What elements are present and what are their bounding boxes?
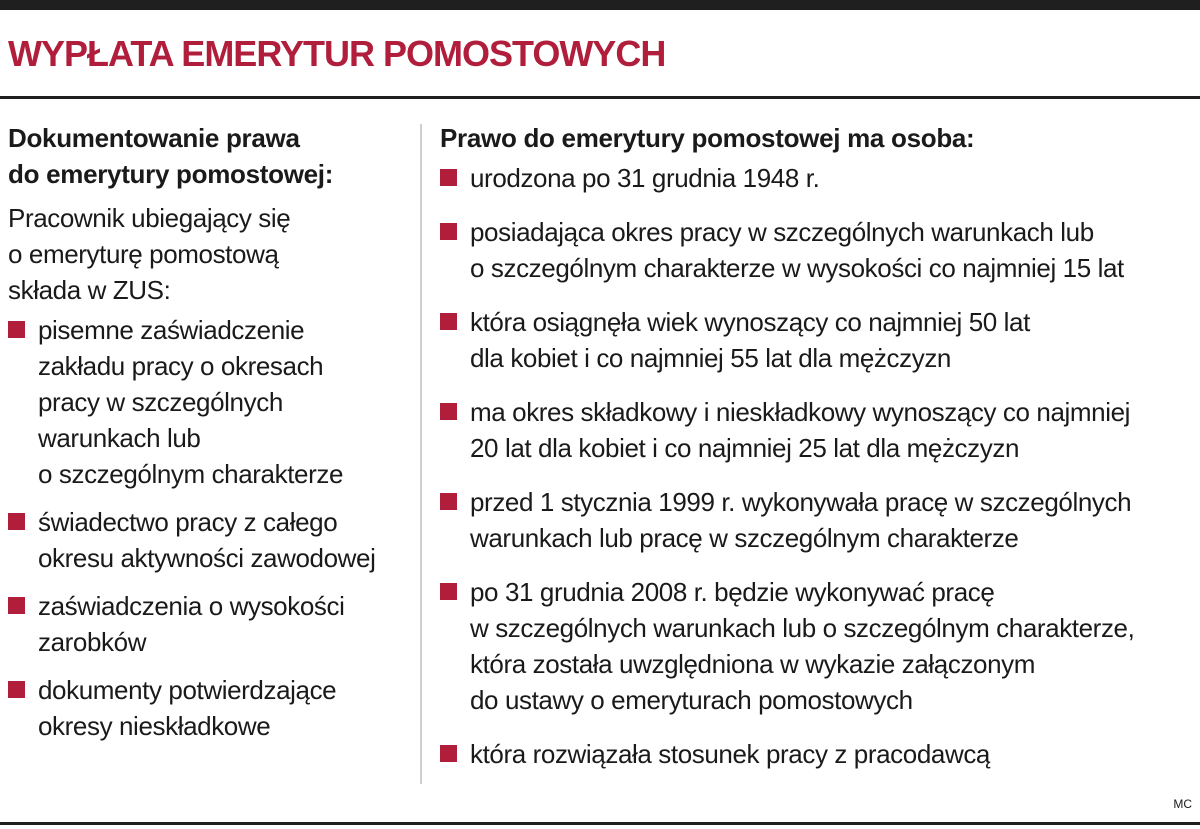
document-item xyxy=(8,672,418,744)
infographic-title: WYPŁATA EMERYTUR POMOSTOWYCH xyxy=(8,33,666,74)
square-bullet-icon xyxy=(440,403,457,420)
document-item-text: dokumenty potwierdzające okresy nieskładkowe xyxy=(38,675,337,741)
documentation-intro: Pracownik ubiegający się o emeryturę pomostową składa w ZUS: xyxy=(8,203,291,305)
column-divider xyxy=(420,124,422,784)
eligibility-item-text: przed 1 stycznia 1999 r. wykonywała pracę w szczególnych warunkach lub pracę w szczególnym charakterze xyxy=(470,487,1132,553)
eligibility-item-text: po 31 grudnia 2008 r. będzie wykonywać pracę w szczególnych warunkach lub o szczególnym charakterze, która została uwzględniona w wykazie załączonym do ustawy o emeryturach pomostowych xyxy=(470,577,1135,715)
eligibility-column xyxy=(440,120,1200,790)
documents-list xyxy=(8,312,418,744)
eligibility-item-text: ma okres składkowy i nieskładkowy wynoszący co najmniej 20 lat dla kobiet i co najmniej 25 lat dla mężczyzn xyxy=(470,397,1131,463)
document-item-text: pisemne zaświadczenie zakładu pracy o okresach pracy w szczególnych warunkach lub o szczególnym charakterze xyxy=(38,315,344,489)
eligibility-item-text: która rozwiązała stosunek pracy z pracodawcą xyxy=(470,739,990,769)
document-item xyxy=(8,504,418,576)
square-bullet-icon xyxy=(8,597,25,614)
eligibility-item-text: urodzona po 31 grudnia 1948 r. xyxy=(470,163,820,193)
title-rule xyxy=(0,96,1200,99)
document-item-text: świadectwo pracy z całego okresu aktywności zawodowej xyxy=(38,507,376,573)
eligibility-item-text: która osiągnęła wiek wynoszący co najmniej 50 lat dla kobiet i co najmniej 55 lat dla mężczyzn xyxy=(470,307,1030,373)
documentation-heading: Dokumentowanie prawa do emerytury pomostowej: xyxy=(8,123,334,189)
square-bullet-icon xyxy=(440,169,457,186)
eligibility-item xyxy=(440,736,1200,772)
document-item xyxy=(8,312,418,492)
eligibility-item xyxy=(440,574,1200,718)
square-bullet-icon xyxy=(440,223,457,240)
eligibility-item xyxy=(440,304,1200,376)
square-bullet-icon xyxy=(440,745,457,762)
documentation-column xyxy=(8,120,418,756)
eligibility-item xyxy=(440,214,1200,286)
square-bullet-icon xyxy=(8,681,25,698)
eligibility-heading: Prawo do emerytury pomostowej ma osoba: xyxy=(440,123,975,153)
eligibility-item-text: posiadająca okres pracy w szczególnych warunkach lub o szczególnym charakterze w wysokości co najmniej 15 lat xyxy=(470,217,1124,283)
eligibility-list xyxy=(440,160,1200,772)
eligibility-item xyxy=(440,160,1200,196)
top-rule xyxy=(0,0,1200,10)
square-bullet-icon xyxy=(440,493,457,510)
square-bullet-icon xyxy=(8,321,25,338)
square-bullet-icon xyxy=(440,313,457,330)
document-item-text: zaświadczenia o wysokości zarobków xyxy=(38,591,345,657)
eligibility-item xyxy=(440,484,1200,556)
square-bullet-icon xyxy=(8,513,25,530)
author-credit: MC xyxy=(1173,797,1192,811)
document-item xyxy=(8,588,418,660)
eligibility-item xyxy=(440,394,1200,466)
square-bullet-icon xyxy=(440,583,457,600)
bottom-rule xyxy=(0,822,1200,825)
